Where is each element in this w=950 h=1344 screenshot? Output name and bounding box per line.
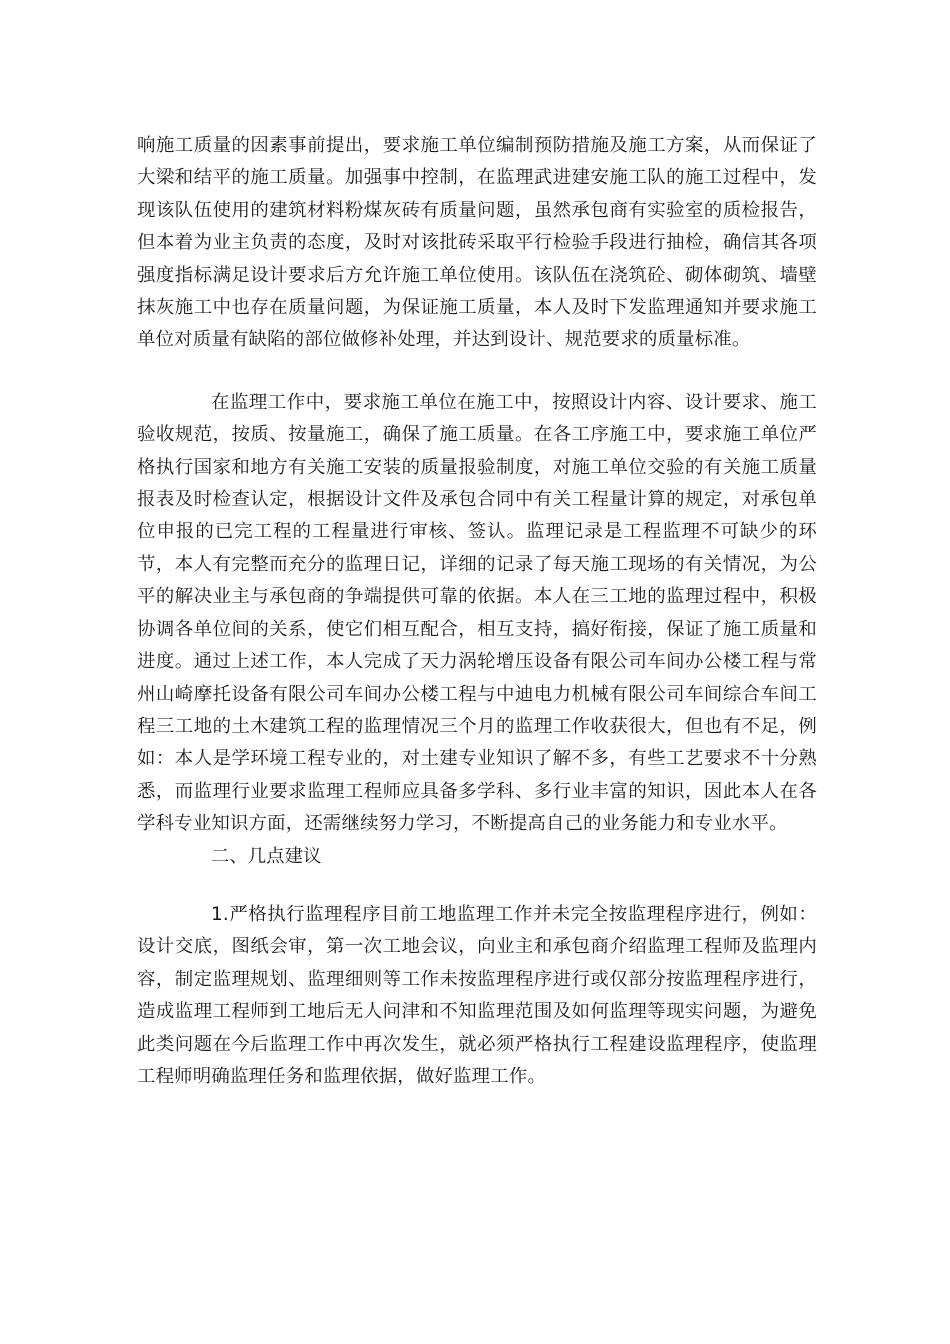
paragraph-suggestion-1: 1.严格执行监理程序目前工地监理工作并未完全按监理程序进行，例如：设计交底，图纸会审，第一次工地会议，向业主和承包商介绍监理工程师及监理内容，制定监理规划、监理细则等工作未按监理程序进行或仅部分按监理程序进行，造成监理工程师到工地后无人问津和不知监理范围及如何监理等现实问题，为避免此类问题在今后监理工作中再次发生，就必须严格执行工程建设监理程序，使监理工程师明确监理任务和监理依据，做好监理工作。 [137, 903, 817, 1087]
paragraph-quality-control: 响施工质量的因素事前提出，要求施工单位编制预防措施及施工方案，从而保证了大梁和结平的施工质量。加强事中控制，在监理武进建安施工队的施工过程中，发现该队伍使用的建筑材料粉煤灰砖有质量问题，虽然承包商有实验室的质检报告，但本着为业主负责的态度，及时对该批砖采取平行检验手段进行抽检，确信其各项强度指标满足设计要求后方允许施工单位使用。该队伍在浇筑砼、砌体砌筑、墙壁抹灰施工中也存在质量问题，为保证施工质量，本人及时下发监理通知并要求施工单位对质量有缺陷的部位做修补处理，并达到设计、规范要求的质量标准。 [137, 135, 817, 351]
section-heading: 二、几点建议 [211, 845, 322, 867]
document-body [137, 130, 817, 1093]
paragraph-supervision-work: 在监理工作中，要求施工单位在施工中，按照设计内容、设计要求、施工验收规范，按质、按量施工，确保了施工质量。在各工序施工中，要求施工单位严格执行国家和地方有关施工安装的质量报验制度，对施工单位交验的有关施工质量报表及时检查认定，根据设计文件及承包合同中有关工程量计算的规定，对承包单位申报的已完工程的工程量进行审核、签认。监理记录是工程监理不可缺少的环节，本人有完整而充分的监理日记，详细的记录了每天施工现场的有关情况，为公平的解决业主与承包商的争端提供可靠的依据。本人在三工地的监理过程中，积极协调各单位间的关系，使它们相互配合，相互支持，搞好衔接，保证了施工质量和进度。通过上述工作，本人完成了天力涡轮增压设备有限公司车间办公楼工程与常州山崎摩托设备有限公司车间办公楼工程与中迪电力机械有限公司车间综合车间工程三工地的土木建筑工程的监理情况三个月的监理工作收获很大，但也有不足，例如：本人是学环境工程专业的，对土建专业知识了解不多，有些工艺要求不十分熟悉，而监理行业要求监理工程师应具备多学科、多行业丰富的知识，因此本人在各学科专业知识方面，还需继续努力学习，不断提高自己的业务能力和专业水平。 [137, 391, 817, 835]
